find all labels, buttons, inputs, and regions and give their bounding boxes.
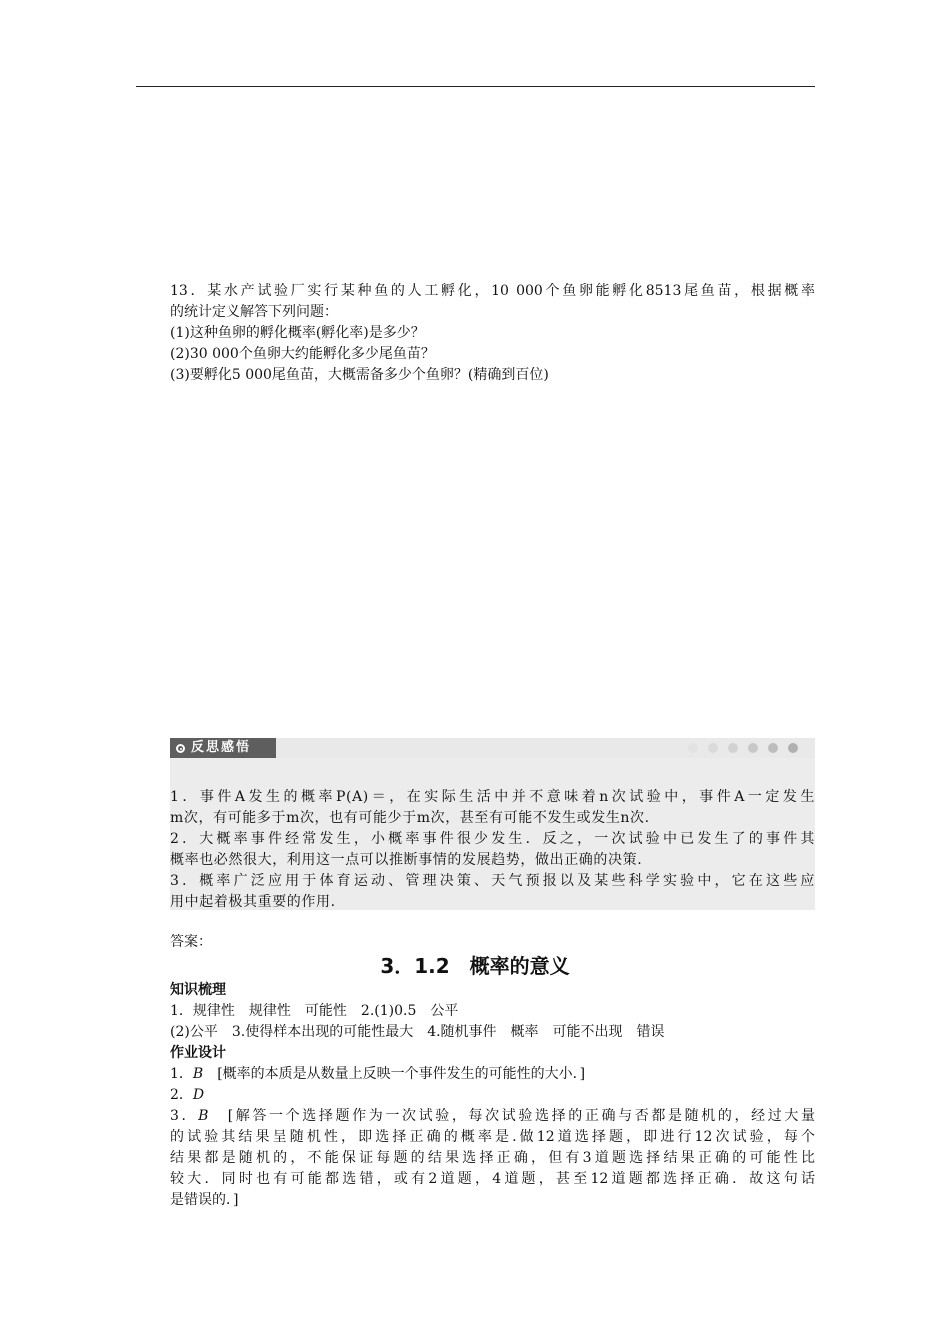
reflection-text [170,787,815,913]
decorative-dot-icon [748,743,758,753]
answer-label: 答案： [170,934,212,950]
decorative-dot-icon [788,743,798,753]
problem-13-question-3: (3)要孵化5 000尾鱼苗，大概需备多少个鱼卵？(精确到百位) [170,367,549,383]
problem-13-line-1: 13．某水产试验厂实行某种鱼的人工孵化，10 000个鱼卵能孵化8513尾鱼苗，根据概率 [170,283,815,299]
problem-13-line-2: 的统计定义解答下列问题： [170,304,338,320]
homework-answer-3-line: 结果都是随机的，不能保证每题的结果选择正确，但有3道题选择结果正确的可能性比 [170,1150,815,1166]
problem-13 [170,281,815,386]
homework-answer-1 [170,1064,815,1085]
header-rule [136,86,815,87]
decorative-dot-icon [688,743,698,753]
reflection-line: 用中起着极其重要的作用. [170,894,336,910]
reflection-box [170,758,815,910]
reflection-tag [170,738,276,758]
homework-answer-3 [170,1106,815,1127]
knowledge-heading: 知识梳理 [170,982,226,998]
answer-choice: B [198,1108,209,1124]
reflection-line: m次，有可能多于m次，也有可能少于m次，甚至有可能不发生或发生n次. [170,810,650,826]
answer-explanation: [概率的本质是从数量上反映一个事件发生的可能性的大小．] [203,1066,586,1082]
homework-answer-3-line: 的试验其结果呈随机性，即选择正确的概率是.做12道选择题，即进行12次试验，每个 [170,1129,815,1145]
answer-number: 2． [170,1087,193,1103]
decorative-dot-icon [708,743,718,753]
homework-answer-2 [170,1085,815,1106]
reflection-line: 1．事件A发生的概率P(A)＝，在实际生活中并不意味着n次试验中，事件A一定发生 [170,789,815,805]
knowledge-line-1: 1．规律性 规律性 可能性 2.(1)0.5 公平 [170,1003,459,1019]
target-circle-icon [176,744,185,753]
section-title: 3．1.2 概率的意义 [380,954,570,978]
answer-explanation: [解答一个选择题作为一次试验，每次试验选择的正确与否都是随机的，经过大量 [208,1108,815,1124]
reflection-line: 3．概率广泛应用于体育运动、管理决策、天气预报以及某些科学实验中，它在这些应 [170,873,815,889]
reflection-line: 2．大概率事件经常发生，小概率事件很少发生．反之，一次试验中已发生了的事件其 [170,831,815,847]
answer-choice: B [192,1066,204,1082]
homework-answer-3-line: 是错误的．] [170,1192,239,1208]
homework-answer-3-line: 较大．同时也有可能都选错，或有2道题，4道题，甚至12道题都选择正确．故这句话 [170,1171,815,1187]
reflection-tag-label: 反思感悟 [191,740,252,755]
reflection-header-bar [170,738,815,758]
decorative-dot-icon [728,743,738,753]
decorative-dot-icon [768,743,778,753]
answer-choice: D [192,1087,205,1103]
problem-13-question-2: (2)30 000个鱼卵大约能孵化多少尾鱼苗？ [170,346,435,362]
answer-number: 3． [170,1108,199,1124]
answers-section [170,980,815,1211]
answer-number: 1． [170,1066,193,1082]
problem-13-question-1: (1)这种鱼卵的孵化概率(孵化率)是多少？ [170,325,425,341]
homework-heading: 作业设计 [170,1045,226,1061]
reflection-line: 概率也必然很大，利用这一点可以推断事情的发展趋势，做出正确的决策. [170,852,643,868]
knowledge-line-2: (2)公平 3.使得样本出现的可能性最大 4.随机事件 概率 可能不出现 错误 [170,1024,665,1040]
